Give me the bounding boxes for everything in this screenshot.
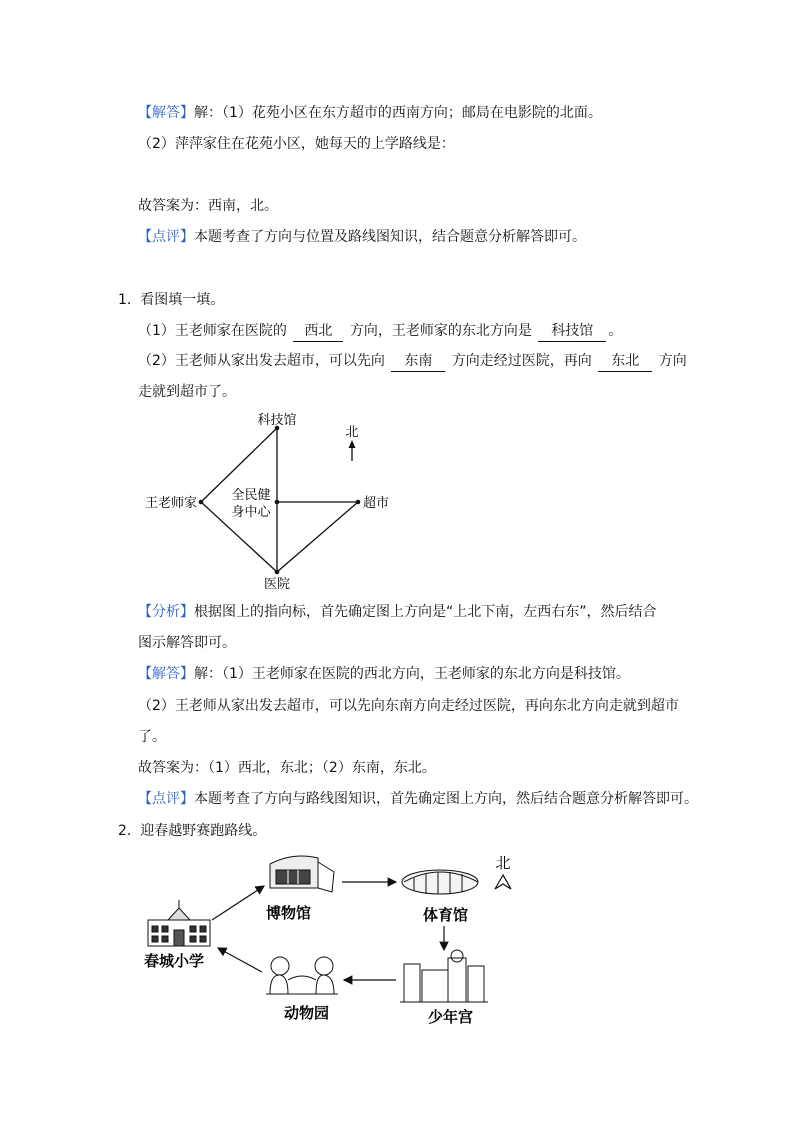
north-label: 北: [495, 854, 511, 872]
question-number: 1.: [118, 292, 132, 308]
youth-palace-icon: [400, 950, 488, 1002]
q1-answer: [138, 664, 630, 684]
route-arrow: [212, 886, 264, 920]
answer-blank: 东北: [598, 351, 652, 372]
question-text: 看图填一填。: [140, 292, 225, 308]
north-label: 北: [345, 425, 359, 440]
q1-part2-text-c: 方向: [658, 353, 687, 369]
analysis-text: 根据图上的指向标，首先确定图上方向是“上北下南，左西右东”，然后结合: [194, 604, 657, 620]
q1-part2-text-a: （2）王老师从家出发去超市，可以先向: [138, 353, 385, 369]
label-school: 春城小学: [144, 952, 205, 970]
answer-blank: 东南: [391, 351, 445, 372]
comment-tag: 【点评】: [138, 229, 194, 245]
q1-part2-cont: 走就到超市了。: [138, 384, 236, 400]
north-arrow-icon: [495, 875, 511, 889]
race-route-map: [138, 848, 518, 1026]
q1-analysis-cont: 图示解答即可。: [138, 635, 236, 651]
comment-text: 本题考查了方向与路线图知识，首先确定图上方向，然后结合题意分析解答即可。: [194, 791, 698, 807]
prev-final-answer: 故答案为：西南，北。: [138, 198, 278, 214]
label-fitness-center-1: 全民健: [231, 488, 271, 503]
prev-answer: [138, 103, 602, 123]
q1-part2: [138, 351, 687, 372]
question-1-title: [118, 290, 224, 310]
museum-icon: [270, 856, 334, 892]
label-gym: 体育馆: [423, 906, 469, 924]
direction-map: [136, 406, 396, 592]
prev-answer-line2: （2）萍萍家住在花苑小区，她每天的上学路线是：: [138, 136, 455, 152]
label-hospital: 医院: [263, 577, 291, 592]
question-number: 2.: [118, 823, 132, 839]
q1-part2-text-b: 方向走经过医院，再向: [451, 353, 592, 369]
answer-tag: 【解答】: [138, 105, 194, 121]
answer-blank: 科技馆: [538, 321, 606, 342]
comment-text: 本题考查了方向与位置及路线图知识，结合题意分析解答即可。: [194, 229, 586, 245]
q1-analysis: [138, 602, 657, 622]
question-text: 迎春越野赛跑路线。: [140, 823, 267, 839]
label-teacher-home: 王老师家: [144, 496, 197, 511]
school-icon: [148, 900, 210, 946]
answer-text: 解：（1）王老师家在医院的西北方向，王老师家的东北方向是科技馆。: [194, 666, 630, 682]
answer-blank: 西北: [293, 321, 343, 342]
q1-part1-text-a: （1）王老师家在医院的: [138, 323, 287, 339]
comment-tag: 【点评】: [138, 791, 194, 807]
question-2-title: [118, 821, 266, 841]
analysis-tag: 【分析】: [138, 604, 194, 620]
route-arrow: [218, 948, 262, 972]
label-youth-palace: 少年宫: [428, 1008, 474, 1026]
answer-tag: 【解答】: [138, 666, 194, 682]
prev-comment: [138, 227, 586, 247]
q1-final-answer: 故答案为：（1）西北，东北；（2）东南，东北。: [138, 760, 436, 776]
q1-answer-line3: 了。: [138, 729, 166, 745]
answer-text: 解：（1）花苑小区在东方超市的西南方向；邮局在电影院的北面。: [194, 105, 602, 121]
q1-part1: [138, 321, 622, 342]
label-zoo: 动物园: [284, 1004, 330, 1022]
label-science-museum: 科技馆: [257, 413, 297, 428]
gym-icon: [402, 870, 478, 894]
q1-answer-line2: （2）王老师从家出发去超市，可以先向东南方向走经过医院，再向东北方向走就到超市: [138, 698, 679, 714]
q1-part1-text-b: 方向，王老师家的东北方向是: [349, 323, 532, 339]
label-museum: 博物馆: [266, 904, 312, 922]
zoo-icon: [266, 957, 338, 994]
label-supermarket: 超市: [363, 496, 390, 511]
q1-comment: [138, 789, 698, 809]
label-fitness-center-2: 身中心: [231, 505, 271, 520]
q1-part1-text-c: 。: [608, 323, 623, 339]
